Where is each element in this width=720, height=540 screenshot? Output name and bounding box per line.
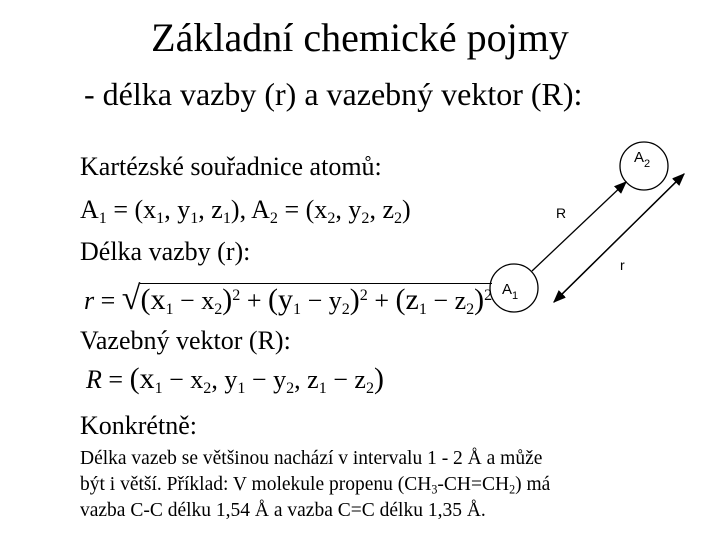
line2-sub-1: 3: [431, 482, 438, 497]
atom1-coords: = (x: [106, 195, 157, 224]
line2-part-a: být i větší. Příklad: V molekule propenu (CH: [80, 474, 432, 495]
z-coord: , z: [369, 195, 394, 224]
vec-sep1: , y: [211, 365, 238, 394]
sqrt-radicand: [140, 283, 493, 318]
bond-length-formula: [84, 280, 492, 318]
vec-sub5: 1: [318, 379, 327, 397]
atom1-subscript: 1: [98, 209, 107, 227]
formula-equals: =: [94, 286, 122, 315]
x2-subscript: 2: [327, 209, 336, 227]
bond-vector-arrow: [532, 182, 626, 271]
plus-sign: +: [240, 286, 268, 315]
vec-sep2: , z: [294, 365, 319, 394]
atom1-symbol: A: [80, 195, 99, 224]
term2-open: (y: [268, 283, 293, 316]
vec-sub4: 2: [286, 379, 295, 397]
vec-close: ): [374, 362, 385, 395]
term2-sub2: 2: [341, 300, 350, 318]
atom2-symbol: A: [251, 195, 270, 224]
vector-label: R: [556, 205, 567, 221]
formula-R-lhs: R: [86, 365, 102, 394]
bond-length-label: Délka vazby (r):: [80, 237, 251, 266]
bond-length-arrow-start: [554, 174, 684, 302]
term3-minus: − z: [426, 286, 467, 315]
bond-vector-label: Vazebný vektor (R):: [80, 326, 291, 355]
atom2-coords: = (x: [277, 195, 328, 224]
slide-title: Základní chemické pojmy: [151, 15, 569, 60]
paragraph-line-1: Délka vazeb se většinou nachází v intervalu 1 - 2 Å a může: [80, 448, 543, 469]
vec-sub6: 2: [365, 379, 375, 397]
vec-minus3: − z: [326, 365, 366, 394]
line2-part-c: ) má: [515, 474, 551, 495]
term1-sub2: 2: [214, 300, 223, 318]
atom1-close: ),: [230, 195, 252, 224]
atom1-label: $A_1$: [502, 281, 519, 302]
term3-sub1: 1: [418, 300, 427, 318]
vec-sub2: 2: [203, 379, 212, 397]
atom2-label: $A_2$: [634, 149, 651, 170]
term2-minus: − y: [301, 286, 342, 315]
atoms-definition: [80, 195, 411, 225]
z2-subscript: 2: [393, 209, 403, 227]
length-label: r: [620, 257, 625, 273]
vec-minus2: − y: [245, 365, 287, 394]
vec-sub1: 1: [154, 379, 163, 397]
paragraph-line-3: vazba C-C délku 1,54 Å a vazba C=C délku 1,35 Å.: [80, 500, 486, 521]
sqrt-symbol: √: [121, 280, 141, 317]
term3-sub2: 2: [466, 300, 475, 318]
vec-minus1: − x: [162, 365, 204, 394]
term2-power: 2: [359, 287, 368, 305]
vec-sub3: 1: [237, 379, 246, 397]
line2-part-b: -CH=CH: [437, 474, 510, 495]
term1-minus: − x: [173, 286, 215, 315]
y-coord: , y: [335, 195, 362, 224]
term2-close: ): [349, 283, 360, 316]
concretely-label: Konkrétně:: [80, 411, 197, 440]
z1-subscript: 1: [222, 209, 231, 227]
term3-close: ): [474, 283, 485, 316]
term1-sub1: 1: [165, 300, 174, 318]
y-coord: , y: [164, 195, 191, 224]
formula-equals: =: [101, 365, 130, 394]
term3-open: (z: [395, 283, 419, 316]
cartesian-label: Kartézské souřadnice atomů:: [80, 152, 382, 181]
y2-subscript: 2: [361, 209, 370, 227]
paragraph-line-2: [80, 472, 700, 498]
plus-sign: +: [367, 286, 396, 315]
x1-subscript: 1: [156, 209, 165, 227]
atom2-close: ): [402, 195, 411, 224]
bond-diagram: [470, 130, 710, 330]
term1-open: (x: [140, 283, 166, 316]
vec-open: (x: [129, 362, 155, 395]
formula-r-lhs: r: [84, 286, 95, 315]
term3-power: 2: [484, 287, 493, 305]
term1-power: 2: [232, 287, 241, 305]
term1-close: ): [222, 283, 233, 316]
y1-subscript: 1: [190, 209, 199, 227]
atom1-circle: [490, 264, 538, 312]
z-coord: , z: [198, 195, 223, 224]
example-paragraph: [80, 446, 700, 524]
atom2-subscript: 2: [269, 209, 278, 227]
line2-sub-2: 2: [509, 482, 516, 497]
bond-vector-formula: [86, 362, 384, 396]
term2-sub1: 1: [293, 300, 302, 318]
slide-subtitle: - délka vazby (r) a vazebný vektor (R):: [84, 76, 583, 112]
